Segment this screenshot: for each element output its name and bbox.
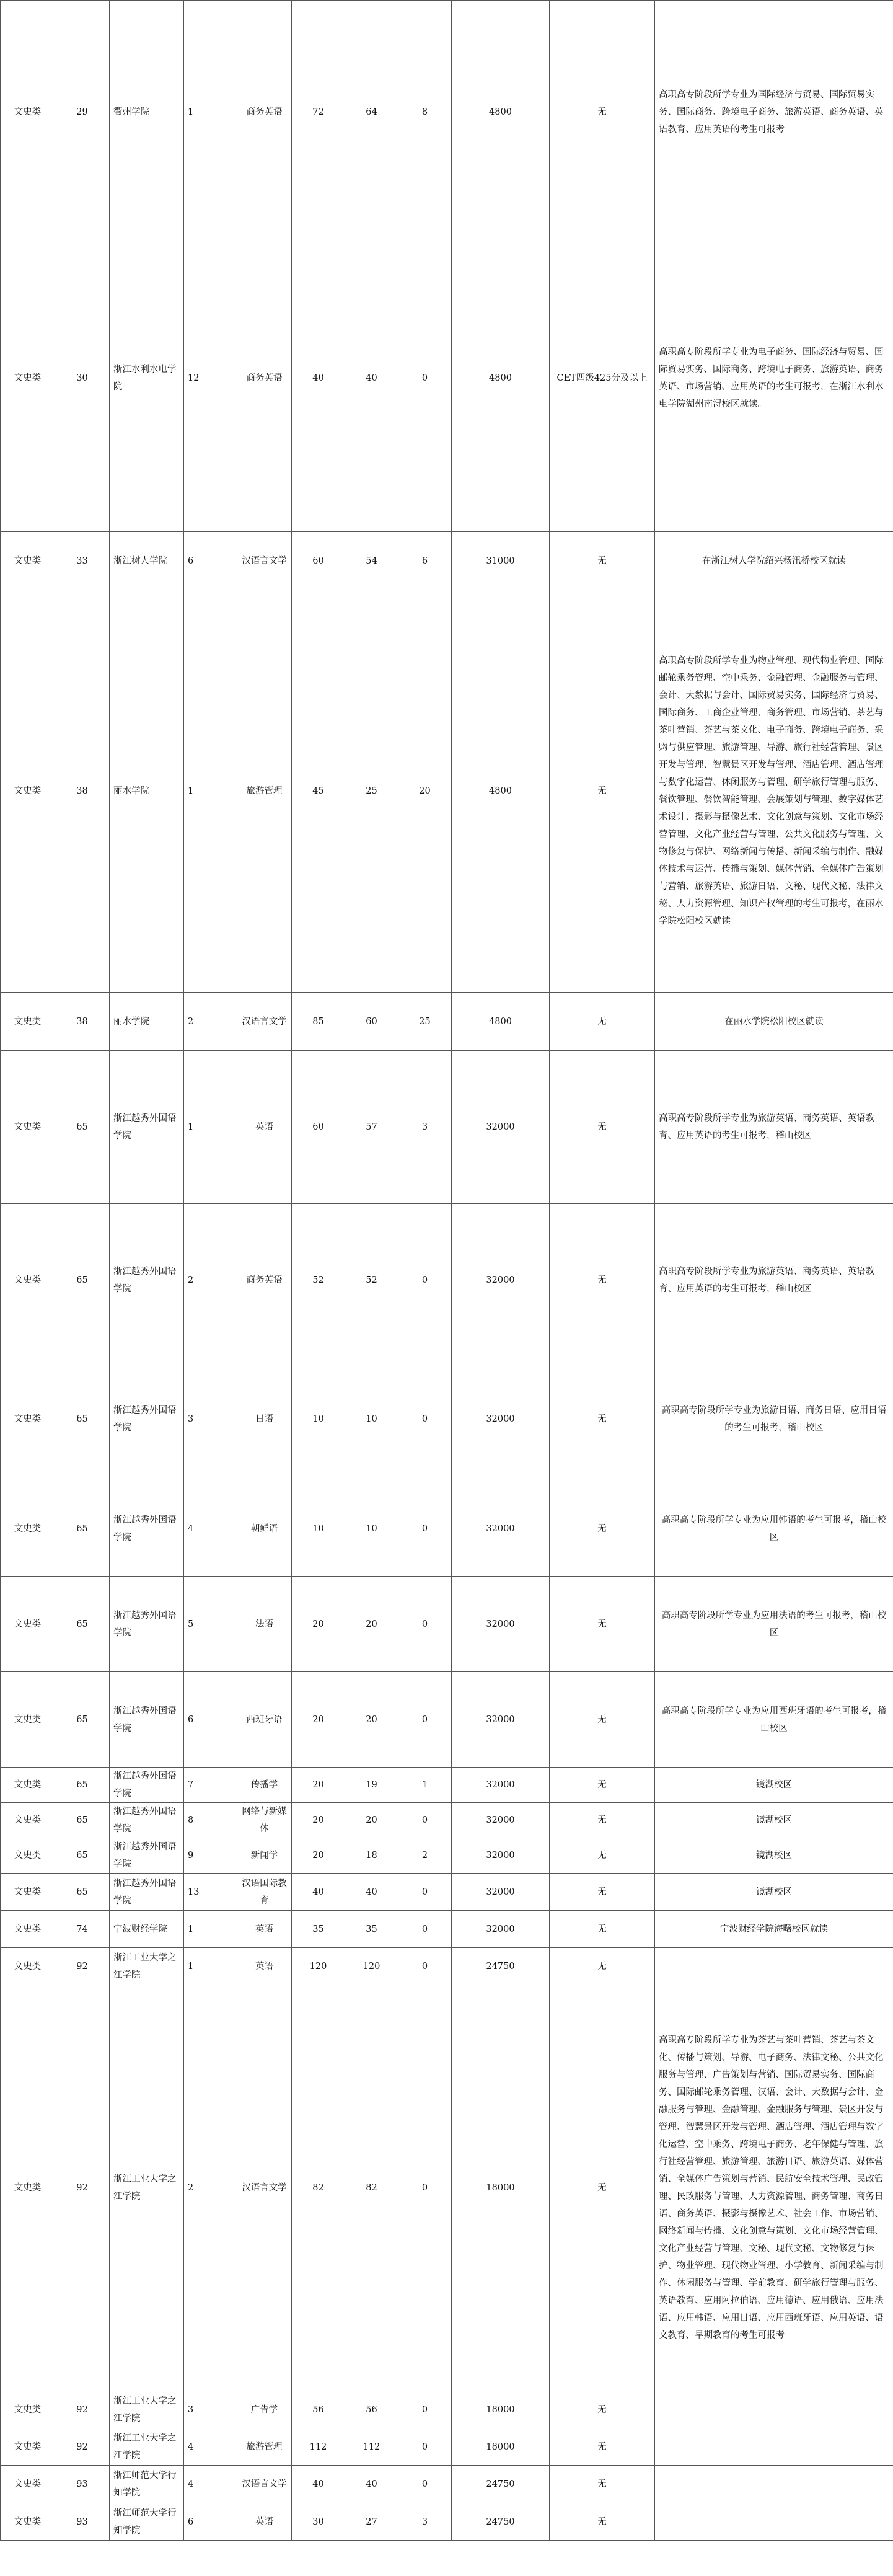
school-name-cell: 丽水学院: [110, 590, 184, 993]
major-name-cell: 法语: [237, 1577, 292, 1672]
major-code-cell: 6: [184, 2503, 237, 2541]
category-cell: 文史类: [1, 1204, 55, 1357]
major-name-cell: 广告学: [237, 2391, 292, 2428]
plan-count-cell: 60: [292, 1051, 345, 1204]
admit-count-cell: 120: [345, 1948, 398, 1985]
admit-count-cell: 112: [345, 2428, 398, 2466]
major-code-cell: 8: [184, 1803, 237, 1838]
remaining-count-cell: 6: [398, 532, 452, 590]
school-code-cell: 65: [55, 1803, 110, 1838]
remaining-count-cell: 0: [398, 1672, 452, 1768]
requirement-cell: 无: [550, 532, 655, 590]
major-code-cell: 13: [184, 1874, 237, 1911]
category-cell: 文史类: [1, 2391, 55, 2428]
major-name-cell: 商务英语: [237, 224, 292, 532]
plan-count-cell: 82: [292, 1985, 345, 2391]
school-code-cell: 38: [55, 590, 110, 993]
remaining-count-cell: 0: [398, 1948, 452, 1985]
note-cell: 高职高专阶段所学专业为应用韩语的考生可报考，稽山校区: [655, 1481, 893, 1577]
remaining-count-cell: 25: [398, 993, 452, 1051]
tuition-cell: 32000: [452, 1803, 550, 1838]
admit-count-cell: 40: [345, 1874, 398, 1911]
admit-count-cell: 56: [345, 2391, 398, 2428]
school-code-cell: 30: [55, 224, 110, 532]
table-row: [1, 1, 893, 224]
requirement-cell: 无: [550, 1051, 655, 1204]
tuition-cell: 18000: [452, 2428, 550, 2466]
category-cell: 文史类: [1, 1838, 55, 1874]
table-row: [1, 1672, 893, 1768]
major-name-cell: 商务英语: [237, 1204, 292, 1357]
category-cell: 文史类: [1, 224, 55, 532]
table-row: [1, 1838, 893, 1874]
major-code-cell: 1: [184, 1, 237, 224]
plan-count-cell: 20: [292, 1803, 345, 1838]
category-cell: 文史类: [1, 1481, 55, 1577]
remaining-count-cell: 0: [398, 1874, 452, 1911]
admit-count-cell: 25: [345, 590, 398, 993]
school-code-cell: 93: [55, 2466, 110, 2503]
admit-count-cell: 82: [345, 1985, 398, 2391]
plan-count-cell: 112: [292, 2428, 345, 2466]
tuition-cell: 24750: [452, 1948, 550, 1985]
major-code-cell: 4: [184, 1481, 237, 1577]
plan-count-cell: 10: [292, 1481, 345, 1577]
school-name-cell: 浙江越秀外国语学院: [110, 1051, 184, 1204]
major-name-cell: 汉语言文学: [237, 532, 292, 590]
major-name-cell: 汉语言文学: [237, 2466, 292, 2503]
requirement-cell: 无: [550, 590, 655, 993]
plan-count-cell: 20: [292, 1672, 345, 1768]
tuition-cell: 18000: [452, 1985, 550, 2391]
requirement-cell: 无: [550, 2428, 655, 2466]
major-name-cell: 旅游管理: [237, 590, 292, 993]
major-name-cell: 日语: [237, 1357, 292, 1481]
note-cell: 高职高专阶段所学专业为电子商务、国际经济与贸易、国际贸易实务、国际商务、跨境电子商务、旅游英语、商务英语、市场营销、应用英语的考生可报考，在浙江水利水电学院湖州南浔校区就读。: [655, 224, 893, 532]
remaining-count-cell: 0: [398, 224, 452, 532]
admit-count-cell: 40: [345, 224, 398, 532]
admit-count-cell: 54: [345, 532, 398, 590]
note-cell: 高职高专阶段所学专业为旅游日语、商务日语、应用日语的考生可报考，稽山校区: [655, 1357, 893, 1481]
school-name-cell: 浙江越秀外国语学院: [110, 1577, 184, 1672]
school-code-cell: 92: [55, 1985, 110, 2391]
remaining-count-cell: 0: [398, 2391, 452, 2428]
category-cell: 文史类: [1, 1911, 55, 1948]
plan-count-cell: 45: [292, 590, 345, 993]
school-name-cell: 浙江工业大学之江学院: [110, 1948, 184, 1985]
major-name-cell: 英语: [237, 1051, 292, 1204]
table-row: [1, 993, 893, 1051]
plan-count-cell: 20: [292, 1577, 345, 1672]
school-name-cell: 浙江越秀外国语学院: [110, 1803, 184, 1838]
major-code-cell: 6: [184, 1672, 237, 1768]
major-code-cell: 3: [184, 2391, 237, 2428]
major-name-cell: 旅游管理: [237, 2428, 292, 2466]
plan-count-cell: 85: [292, 993, 345, 1051]
table-row: [1, 532, 893, 590]
plan-count-cell: 120: [292, 1948, 345, 1985]
remaining-count-cell: 0: [398, 1577, 452, 1672]
plan-count-cell: 72: [292, 1, 345, 224]
admit-count-cell: 60: [345, 993, 398, 1051]
table-row: [1, 1481, 893, 1577]
table-row: [1, 1357, 893, 1481]
tuition-cell: 32000: [452, 1357, 550, 1481]
admit-count-cell: 10: [345, 1357, 398, 1481]
school-code-cell: 38: [55, 993, 110, 1051]
requirement-cell: CET四级425分及以上: [550, 224, 655, 532]
remaining-count-cell: 8: [398, 1, 452, 224]
school-name-cell: 浙江越秀外国语学院: [110, 1481, 184, 1577]
school-name-cell: 浙江越秀外国语学院: [110, 1204, 184, 1357]
school-code-cell: 29: [55, 1, 110, 224]
table-row: [1, 1911, 893, 1948]
school-code-cell: 65: [55, 1838, 110, 1874]
note-cell: 镜湖校区: [655, 1874, 893, 1911]
school-name-cell: 浙江工业大学之江学院: [110, 1985, 184, 2391]
table-row: [1, 1577, 893, 1672]
school-name-cell: 浙江越秀外国语学院: [110, 1672, 184, 1768]
note-cell: 高职高专阶段所学专业为旅游英语、商务英语、英语教育、应用英语的考生可报考，稽山校区: [655, 1051, 893, 1204]
school-name-cell: 浙江越秀外国语学院: [110, 1838, 184, 1874]
requirement-cell: 无: [550, 1481, 655, 1577]
admit-count-cell: 18: [345, 1838, 398, 1874]
category-cell: 文史类: [1, 1768, 55, 1803]
tuition-cell: 32000: [452, 1577, 550, 1672]
school-code-cell: 92: [55, 2428, 110, 2466]
plan-count-cell: 40: [292, 2466, 345, 2503]
table-row: [1, 2466, 893, 2503]
table-row: [1, 1204, 893, 1357]
table-row: [1, 2428, 893, 2466]
remaining-count-cell: 20: [398, 590, 452, 993]
table-row: [1, 1051, 893, 1204]
major-code-cell: 9: [184, 1838, 237, 1874]
note-cell: 镜湖校区: [655, 1803, 893, 1838]
table-row: [1, 2503, 893, 2541]
category-cell: 文史类: [1, 1985, 55, 2391]
remaining-count-cell: 0: [398, 1357, 452, 1481]
tuition-cell: 32000: [452, 1768, 550, 1803]
tuition-cell: 4800: [452, 590, 550, 993]
plan-count-cell: 40: [292, 224, 345, 532]
table-row: [1, 224, 893, 532]
category-cell: 文史类: [1, 1, 55, 224]
school-name-cell: 丽水学院: [110, 993, 184, 1051]
tuition-cell: 24750: [452, 2466, 550, 2503]
admit-count-cell: 40: [345, 2466, 398, 2503]
table-row: [1, 1874, 893, 1911]
school-code-cell: 65: [55, 1051, 110, 1204]
remaining-count-cell: 1: [398, 1768, 452, 1803]
table-body: [1, 1, 893, 2541]
table-row: [1, 1768, 893, 1803]
major-name-cell: 英语: [237, 2503, 292, 2541]
admit-count-cell: 10: [345, 1481, 398, 1577]
major-name-cell: 英语: [237, 1948, 292, 1985]
remaining-count-cell: 0: [398, 1911, 452, 1948]
requirement-cell: 无: [550, 1948, 655, 1985]
major-code-cell: 2: [184, 993, 237, 1051]
major-name-cell: 传播学: [237, 1768, 292, 1803]
school-code-cell: 65: [55, 1481, 110, 1577]
note-cell: 在丽水学院松阳校区就读: [655, 993, 893, 1051]
remaining-count-cell: 0: [398, 2428, 452, 2466]
major-code-cell: 3: [184, 1357, 237, 1481]
plan-count-cell: 52: [292, 1204, 345, 1357]
table-row: [1, 1803, 893, 1838]
major-name-cell: 商务英语: [237, 1, 292, 224]
note-cell: 高职高专阶段所学专业为应用法语的考生可报考，稽山校区: [655, 1577, 893, 1672]
requirement-cell: 无: [550, 1911, 655, 1948]
note-cell: 高职高专阶段所学专业为物业管理、现代物业管理、国际邮轮乘务管理、空中乘务、金融管理、金融服务与管理、会计、大数据与会计、国际贸易实务、国际经济与贸易、国际商务、工商企业管理、商务管理、市场营销、茶艺与茶叶营销、茶艺与茶文化、电子商务、跨境电子商务、采购与供应管理、旅游管理、导游、旅行社经营管理、景区开发与管理、智慧景区开发与管理、酒店管理、酒店管理与数字化运营、休闲服务与管理、研学旅行管理与服务、餐饮管理、餐饮智能管理、会展策划与管理、数字媒体艺术设计、摄影与摄像艺术、文化创意与策划、文化市场经营管理、文化产业经营与管理、公共文化服务与管理、文物修复与保护、网络新闻与传播、新闻采编与制作、融媒体技术与运营、传播与策划、媒体营销、全媒体广告策划与营销、旅游英语、旅游日语、文秘、现代文秘、法律文秘、人力资源管理、知识产权管理的考生可报考，在丽水学院松阳校区就读: [655, 590, 893, 993]
major-name-cell: 朝鲜语: [237, 1481, 292, 1577]
school-code-cell: 92: [55, 2391, 110, 2428]
admit-count-cell: 52: [345, 1204, 398, 1357]
requirement-cell: 无: [550, 1, 655, 224]
table-row: [1, 1985, 893, 2391]
admit-count-cell: 20: [345, 1803, 398, 1838]
remaining-count-cell: 0: [398, 2466, 452, 2503]
requirement-cell: 无: [550, 1838, 655, 1874]
admit-count-cell: 20: [345, 1672, 398, 1768]
major-code-cell: 2: [184, 1985, 237, 2391]
plan-count-cell: 35: [292, 1911, 345, 1948]
school-name-cell: 浙江师范大学行知学院: [110, 2503, 184, 2541]
category-cell: 文史类: [1, 2503, 55, 2541]
requirement-cell: 无: [550, 1803, 655, 1838]
admit-count-cell: 27: [345, 2503, 398, 2541]
admit-count-cell: 57: [345, 1051, 398, 1204]
requirement-cell: 无: [550, 1672, 655, 1768]
major-name-cell: 英语: [237, 1911, 292, 1948]
tuition-cell: 32000: [452, 1911, 550, 1948]
requirement-cell: 无: [550, 993, 655, 1051]
school-code-cell: 65: [55, 1874, 110, 1911]
admit-count-cell: 64: [345, 1, 398, 224]
category-cell: 文史类: [1, 532, 55, 590]
school-code-cell: 65: [55, 1768, 110, 1803]
category-cell: 文史类: [1, 1874, 55, 1911]
note-cell: [655, 1948, 893, 1985]
remaining-count-cell: 0: [398, 1803, 452, 1838]
tuition-cell: 32000: [452, 1204, 550, 1357]
tuition-cell: 24750: [452, 2503, 550, 2541]
school-code-cell: 74: [55, 1911, 110, 1948]
note-cell: 高职高专阶段所学专业为应用西班牙语的考生可报考，稽山校区: [655, 1672, 893, 1768]
category-cell: 文史类: [1, 1948, 55, 1985]
category-cell: 文史类: [1, 590, 55, 993]
plan-count-cell: 30: [292, 2503, 345, 2541]
note-cell: [655, 2391, 893, 2428]
tuition-cell: 32000: [452, 1481, 550, 1577]
school-name-cell: 宁波财经学院: [110, 1911, 184, 1948]
major-code-cell: 4: [184, 2466, 237, 2503]
requirement-cell: 无: [550, 1768, 655, 1803]
school-name-cell: 浙江工业大学之江学院: [110, 2428, 184, 2466]
major-code-cell: 6: [184, 532, 237, 590]
plan-count-cell: 10: [292, 1357, 345, 1481]
table-row: [1, 1948, 893, 1985]
requirement-cell: 无: [550, 1357, 655, 1481]
school-name-cell: 衢州学院: [110, 1, 184, 224]
tuition-cell: 32000: [452, 1051, 550, 1204]
tuition-cell: 18000: [452, 2391, 550, 2428]
note-cell: 镜湖校区: [655, 1838, 893, 1874]
category-cell: 文史类: [1, 2466, 55, 2503]
category-cell: 文史类: [1, 993, 55, 1051]
school-name-cell: 浙江越秀外国语学院: [110, 1874, 184, 1911]
major-code-cell: 1: [184, 1948, 237, 1985]
category-cell: 文史类: [1, 2428, 55, 2466]
plan-count-cell: 40: [292, 1874, 345, 1911]
major-name-cell: 汉语国际教育: [237, 1874, 292, 1911]
tuition-cell: 4800: [452, 224, 550, 532]
major-code-cell: 1: [184, 1911, 237, 1948]
remaining-count-cell: 3: [398, 2503, 452, 2541]
remaining-count-cell: 2: [398, 1838, 452, 1874]
note-cell: [655, 2428, 893, 2466]
tuition-cell: 32000: [452, 1672, 550, 1768]
admit-count-cell: 19: [345, 1768, 398, 1803]
table-row: [1, 2391, 893, 2428]
note-cell: 在浙江树人学院绍兴杨汛桥校区就读: [655, 532, 893, 590]
note-cell: 高职高专阶段所学专业为茶艺与茶叶营销、茶艺与茶文化、传播与策划、导游、电子商务、法律文秘、公共文化服务与管理、广告策划与营销、国际贸易实务、国际商务、国际邮轮乘务管理、汉语、会计、大数据与会计、金融服务与管理、金融管理、金融服务与管理、景区开发与管理、智慧景区开发与管理、酒店管理、酒店管理与数字化运营、空中乘务、跨境电子商务、老年保健与管理、旅行社经营管理、旅游管理、旅游日语、旅游英语、媒体营销、全媒体广告策划与营销、民航安全技术管理、民政管理、民政服务与管理、人力资源管理、商务管理、商务日语、商务英语、摄影与摄像艺术、社会工作、市场营销、网络新闻与传播、文化创意与策划、文化市场经营管理、文化产业经营与管理、文秘、现代文秘、文物修复与保护、物业管理、现代物业管理、小学教育、新闻采编与制作、休闲服务与管理、学前教育、研学旅行管理与服务、英语教育、应用阿拉伯语、应用德语、应用俄语、应用法语、应用韩语、应用日语、应用西班牙语、应用英语、语文教育、早期教育的考生可报考: [655, 1985, 893, 2391]
remaining-count-cell: 0: [398, 1985, 452, 2391]
plan-count-cell: 20: [292, 1838, 345, 1874]
major-code-cell: 7: [184, 1768, 237, 1803]
plan-count-cell: 60: [292, 532, 345, 590]
requirement-cell: 无: [550, 2391, 655, 2428]
remaining-count-cell: 0: [398, 1481, 452, 1577]
school-code-cell: 33: [55, 532, 110, 590]
table-row: [1, 590, 893, 993]
plan-count-cell: 20: [292, 1768, 345, 1803]
note-cell: 镜湖校区: [655, 1768, 893, 1803]
note-cell: 高职高专阶段所学专业为国际经济与贸易、国际贸易实务、国际商务、跨境电子商务、旅游英语、商务英语、英语教育、应用英语的考生可报考: [655, 1, 893, 224]
requirement-cell: 无: [550, 1985, 655, 2391]
category-cell: 文史类: [1, 1357, 55, 1481]
remaining-count-cell: 3: [398, 1051, 452, 1204]
school-code-cell: 65: [55, 1672, 110, 1768]
school-name-cell: 浙江师范大学行知学院: [110, 2466, 184, 2503]
requirement-cell: 无: [550, 1874, 655, 1911]
tuition-cell: 31000: [452, 532, 550, 590]
major-code-cell: 4: [184, 2428, 237, 2466]
note-cell: 高职高专阶段所学专业为旅游英语、商务英语、英语教育、应用英语的考生可报考，稽山校区: [655, 1204, 893, 1357]
school-code-cell: 92: [55, 1948, 110, 1985]
requirement-cell: 无: [550, 1577, 655, 1672]
major-name-cell: 网络与新媒体: [237, 1803, 292, 1838]
major-name-cell: 新闻学: [237, 1838, 292, 1874]
school-name-cell: 浙江树人学院: [110, 532, 184, 590]
major-code-cell: 1: [184, 1051, 237, 1204]
school-name-cell: 浙江越秀外国语学院: [110, 1768, 184, 1803]
major-name-cell: 汉语言文学: [237, 1985, 292, 2391]
admit-count-cell: 20: [345, 1577, 398, 1672]
category-cell: 文史类: [1, 1803, 55, 1838]
tuition-cell: 4800: [452, 1, 550, 224]
tuition-cell: 32000: [452, 1874, 550, 1911]
school-name-cell: 浙江水利水电学院: [110, 224, 184, 532]
category-cell: 文史类: [1, 1051, 55, 1204]
school-code-cell: 65: [55, 1577, 110, 1672]
note-cell: [655, 2503, 893, 2541]
requirement-cell: 无: [550, 1204, 655, 1357]
school-code-cell: 65: [55, 1204, 110, 1357]
tuition-cell: 32000: [452, 1838, 550, 1874]
note-cell: [655, 2466, 893, 2503]
remaining-count-cell: 0: [398, 1204, 452, 1357]
category-cell: 文史类: [1, 1672, 55, 1768]
major-code-cell: 12: [184, 224, 237, 532]
major-code-cell: 5: [184, 1577, 237, 1672]
category-cell: 文史类: [1, 1577, 55, 1672]
requirement-cell: 无: [550, 2466, 655, 2503]
major-code-cell: 1: [184, 590, 237, 993]
tuition-cell: 4800: [452, 993, 550, 1051]
school-code-cell: 65: [55, 1357, 110, 1481]
major-name-cell: 汉语言文学: [237, 993, 292, 1051]
major-code-cell: 2: [184, 1204, 237, 1357]
requirement-cell: 无: [550, 2503, 655, 2541]
major-name-cell: 西班牙语: [237, 1672, 292, 1768]
school-code-cell: 93: [55, 2503, 110, 2541]
note-cell: 宁波财经学院海曙校区就读: [655, 1911, 893, 1948]
school-name-cell: 浙江工业大学之江学院: [110, 2391, 184, 2428]
plan-count-cell: 56: [292, 2391, 345, 2428]
school-name-cell: 浙江越秀外国语学院: [110, 1357, 184, 1481]
admit-count-cell: 35: [345, 1911, 398, 1948]
